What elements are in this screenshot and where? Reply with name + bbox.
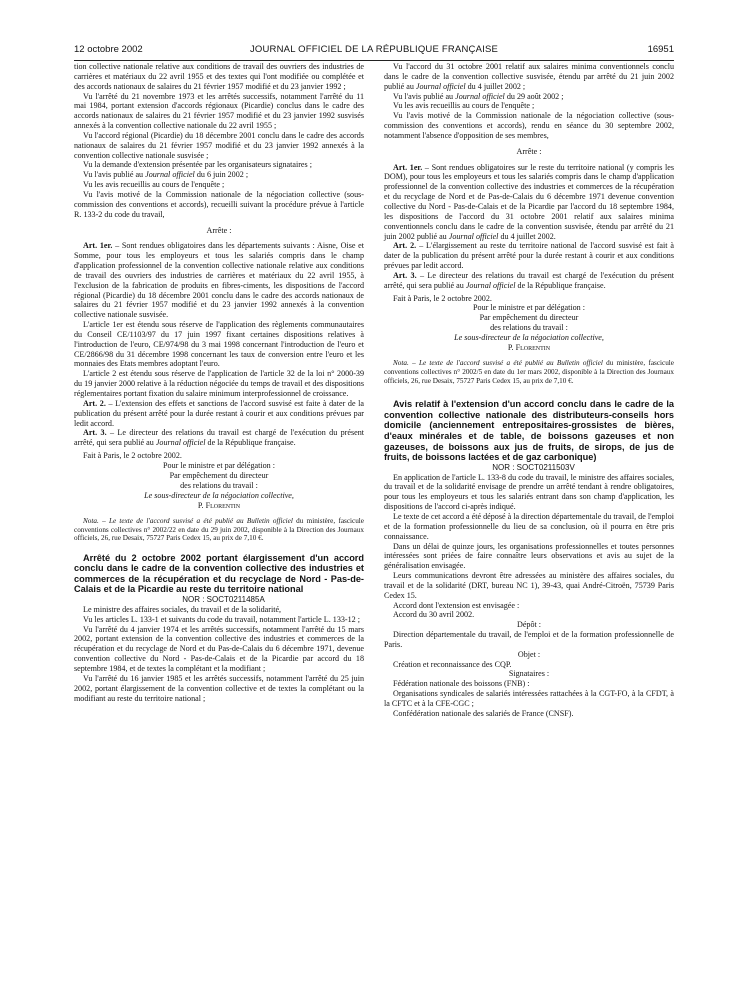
nor-reference: NOR : SOCT0211503V [492,462,575,472]
article-3: Art. 3. – Le directeur des relations du travail est chargé de l'exécution du présent arrêté, qui sera publié au Journal officiel de la République française. [384,270,674,290]
paragraph: Vu l'accord régional (Picardie) du 18 décembre 2001 conclu dans le cadre des accords nationaux de salaires du 21 février 1957 modifié et du 23 janvier 1992 annexés à la convention collective nationale susvisée ; [74,130,364,160]
header-rule [74,60,674,61]
article-2: Art. 2. – L'élargissement au reste du territoire national de l'accord susvisé est fait à dater de la publication du présent arrêté pour la durée restant à courir et aux conditions prévues par ledit accord. [384,241,675,271]
paragraph: Vu les avis recueillis au cours de l'enquête ; [83,180,225,190]
paragraph: Vu l'avis publié au Journal officiel du 6 juin 2002 ; [83,170,249,180]
paragraph: Accord du 30 avril 2002. [393,610,475,620]
paragraph: Fédération nationale des boissons (FNB) : [393,679,530,689]
paragraph: Vu l'accord du 31 octobre 2001 relatif aux salaires minima conventionnels conclu dans le cadre de la convention collective susvisée, étendu par arrêté du 21 juin 2002 publié au Journal officiel du 4 juillet 2002 ; [384,62,674,91]
field-label: Signataires : [508,669,550,679]
field-label: Objet : [517,649,541,659]
paragraph: Confédération nationale des salariés de France (CNSF). [393,708,574,718]
paragraph: Vu l'arrêté du 4 janvier 1974 et les arrêtés successifs, notamment l'arrêté du 15 mars 2002, portant extension de la convention collective des industries et commerces de la récupération et du recyclage de Nord et du Pas-de-Calais du 6 décembre 1971, devenue convention collective du Nord - Pas-de-Calais et de la Picardie par accord du 18 septembre 1984, et de textes la complétant et la modifiant ; [74,624,364,673]
header-date: 12 octobre 2002 [74,44,143,55]
arrete-label: Arrête : [206,225,232,235]
paragraph: L'article 2 est étendu sous réserve de l'application de l'article 32 de la loi n° 2000-39 du 19 janvier 2000 relative à la réduction négociée du temps de travail et des dispositions réglementaires portant fixation du salaire minimum interprofessionnel de croissance. [74,369,364,398]
paragraph: Vu l'avis publié au Journal officiel du 29 août 2002 ; [393,91,564,101]
left-column [74,62,364,703]
paragraph: Dans un délai de quinze jours, les organisations professionnelles et toutes personnes intéressées sont priées de faire connaître leurs observations et avis au sujet de la généralisation envisagée. [384,541,674,571]
section-heading: Arrêté du 2 octobre 2002 portant élargissement d'un accord conclu dans le cadre de la convention collective des industries et commerces de la récupération et du recyclage de Nord - Pas-de-Calais et de la Picardie au reste du territoire national [74,552,364,595]
signature-block: Pour le ministre et par délégation : Par empêchement du directeur des relations du travail : Le sous-directeur de la négociation collective, P. Florentin [144,460,294,510]
fait-a-paris: Fait à Paris, le 2 octobre 2002. [393,293,492,303]
paragraph: Le ministre des affaires sociales, du travail et de la solidarité, [83,604,282,614]
nor-reference: NOR : SOCT0211485A [182,595,265,605]
paragraph: Vu l'avis motivé de la Commission nationale de la négociation collective (sous-commission des conventions et accords), rendu en séance du 30 septembre 2002, notamment l'absence d'opposition de ses membres, [384,111,674,140]
paragraph: Vu l'avis motivé de la Commission nationale de la négociation collective (sous-commission des conventions et accords), recueilli suivant la procédure prévue à l'article R. 133-2 du code du travail, [74,189,364,219]
paragraph: L'article 1er est étendu sous réserve de l'application des règlements communautaires du Conseil CE/1103/97 du 17 juin 1997 fixant certaines dispositions relatives à l'introduction de l'euro, CE/974/98 du 3 mai 1998 concernant l'introduction de l'euro et CE/2866/98 du 31 décembre 1998 concernant les taux de conversion entre l'euro et les monnaies des Etats membres adoptant l'euro. [74,320,364,369]
article-1: Art. 1er. – Sont rendues obligatoires sur le reste du territoire national (y compris les DOM), pour tous les employeurs et tous les salariés compris dans le champ d'application professionnel de la convention collective des industries et commerces de la récupération et du recyclage de Nord et de Pas-de-Calais du 6 décembre 1971 devenue convention collective du Nord - Pas-de-Calais et de la Picardie par l'accord du 18 septembre 1984, les dispositions de l'accord du 31 octobre 2001 relatif aux salaires minima conventionnels conclu dans le cadre de la convention susvisée, étendu par arrêté du 21 juin 2002 publié au Journal officiel du 4 juillet 2002. [384,162,674,241]
paragraph: Vu les articles L. 133-1 et suivants du code du travail, notamment l'article L. 133-12 ; [83,614,360,624]
header-page-number: 16951 [647,44,674,55]
arrete-label: Arrête : [516,146,542,156]
paragraph: Vu l'arrêté du 16 janvier 1985 et les arrêtés successifs, notamment l'arrêté du 25 juin 2002, portant élargissement de la convention collective et de textes la complétant ou la modifiant au reste du territoire national ; [74,673,364,703]
signature-block: Pour le ministre et par délégation : Par empêchement du directeur des relations du travail : Le sous-directeur de la négociation collective, P. Florentin [454,303,604,353]
right-column [384,62,674,719]
article-2: Art. 2. – L'extension des effets et sanctions de l'accord susvisé est faite à dater de la publication du présent arrêté pour la durée restant à courir et aux conditions prévues par ledit accord. [74,398,364,428]
paragraph: Vu l'arrêté du 21 novembre 1973 et les arrêtés successifs, notamment l'arrêté du 11 mai 1984, portant extension d'accords régionaux (Picardie) conclus dans le cadre des accords nationaux de salaires du 21 février 1957 modifié et du 23 janvier 1992 susvisés annexés à la convention collective nationale du 22 avril 1955 ; [74,91,364,131]
paragraph: Création et reconnaissance des CQP. [393,659,512,669]
page-header [74,44,674,58]
nota-note: Nota. – Le texte de l'accord susvisé a été publié au Bulletin officiel du ministère, fascicule conventions collectives n° 2002/22 en date du 29 juin 2002, disponible à la Direction des Journaux officiels, 26, rue Desaix, 75727 Paris Cedex 15, au prix de 7,10 €. [74,516,364,543]
header-journal-title: JOURNAL OFFICIEL DE LA RÉPUBLIQUE FRANÇAISE [249,44,499,55]
nota-note: Nota. – Le texte de l'accord susvisé a été publié au Bulletin officiel du ministère, fascicule conventions collectives n° 2002/5 en date du 1er mars 2002, disponible à la Direction des Journaux officiels, 26, rue Desaix, 75727 Paris Cedex 15, au prix de 7,10 €. [384,359,674,385]
paragraph: Leurs communications devront être adressées au ministère des affaires sociales, du travail et de la solidarité (DRT, bureau NC 1), 39-43, quai André-Citroën, 75739 Paris Cedex 15. [384,571,674,600]
field-label: Dépôt : [516,620,542,630]
paragraph: Le texte de cet accord a été déposé à la direction départementale du travail, de l'emploi et de la formation professionnelle du lieu de sa conclusion, où il pourra en être pris connaissance. [384,511,675,541]
paragraph: tion collective nationale relative aux conditions de travail des ouvriers des industries de carrières et matériaux du 22 avril 1955 et des textes qui l'ont modifiée ou complétée et des accords nationaux de salaires du 21 février 1957 modifié et du 23 janvier 1992 ; [74,62,364,91]
article-3: Art. 3. – Le directeur des relations du travail est chargé de l'exécution du présent arrêté, qui sera publié au Journal officiel de la République française. [74,428,364,448]
paragraph: En application de l'article L. 133-8 du code du travail, le ministre des affaires sociales, du travail et de la solidarité envisage de prendre un arrêté tendant à rendre obligatoires, pour tous les employeurs et tous les salariés entrant dans son champ d'application, les dispositions de l'accord ci-après indiqué. [384,472,674,512]
paragraph: Direction départementale du travail, de l'emploi et de la formation professionnelle de Paris. [384,630,674,649]
paragraph: Vu les avis recueillis au cours de l'enquête ; [393,101,535,111]
article-1: Art. 1er. – Sont rendues obligatoires dans les départements suivants : Aisne, Oise et Somme, pour tous les employeurs et tous les salariés compris dans le champ d'application professionnel de la convention collective nationale relative aux conditions de travail des ouvriers des industries de carrières et matériaux du 22 avril 1955, à l'exclusion de la fabrication de produits en fibres-ciments, les dispositions de l'accord régional (Picardie) du 18 décembre 2001 conclu dans le cadre des accords nationaux de salaires du 21 février 1957 modifié et du 23 janvier 1992 annexés à la convention collective nationale susvisée. [74,241,364,320]
paragraph: Organisations syndicales de salariés intéressées rattachées à la CGT-FO, à la CFDT, à la CFTC et à la CFE-CGC ; [384,689,674,708]
paragraph: Accord dont l'extension est envisagée : [393,600,520,610]
paragraph: Vu la demande d'extension présentée par les organisateurs signataires ; [83,160,312,170]
fait-a-paris: Fait à Paris, le 2 octobre 2002. [83,451,182,461]
section-heading: Avis relatif à l'extension d'un accord conclu dans le cadre de la convention collective nationale des distributeurs-conseils hors domicile (anciennement entrepositaires-grossistes de bières, d'eaux minérales et de table, de boissons gazeuses et non gazeuses, de boissons aux jus de fruits, de sirops, de jus de fruits, de boissons lactées et de gaz carbonique) [384,399,674,463]
